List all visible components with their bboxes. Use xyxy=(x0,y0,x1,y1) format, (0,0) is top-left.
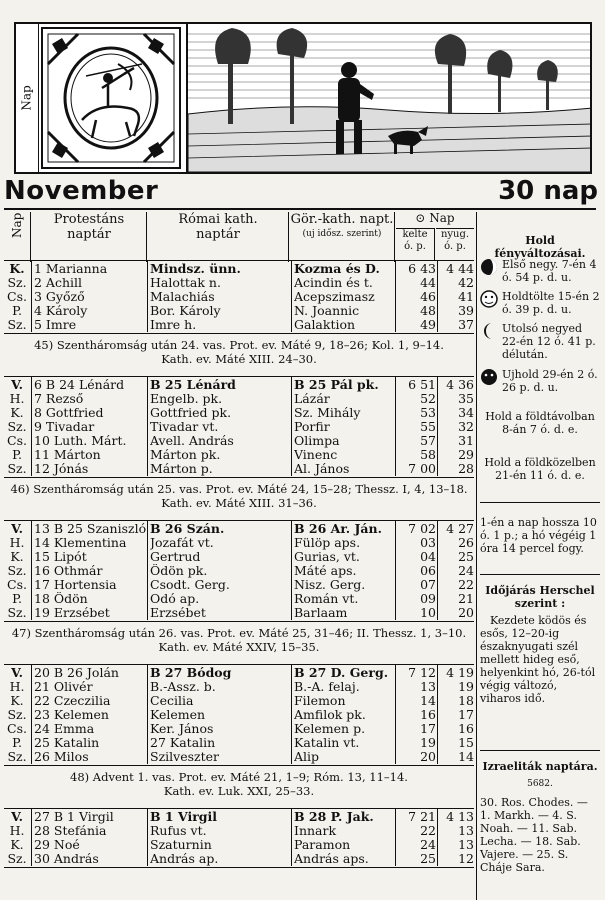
cell-gor: Paramon xyxy=(294,838,351,852)
cell-set: 25 xyxy=(458,550,474,564)
col-nap: Nap xyxy=(4,212,31,262)
cell-day: K. xyxy=(10,550,24,564)
cell-day: V. xyxy=(11,810,23,824)
cell-prot: 19 Erzsébet xyxy=(34,606,110,620)
cell-gor: Acepszimasz xyxy=(294,290,375,304)
column-line xyxy=(395,808,396,866)
cell-set: 42 xyxy=(458,276,474,290)
day-row xyxy=(4,290,474,304)
cell-rom: Avell. András xyxy=(150,434,234,448)
cell-day: H. xyxy=(9,392,25,406)
cell-rom: Márton pk. xyxy=(150,448,221,462)
sun-icon: ⊙ xyxy=(415,211,426,225)
cell-prot: 17 Hortensia xyxy=(34,578,117,592)
column-line xyxy=(147,260,148,332)
column-line xyxy=(291,808,292,866)
cell-prot: 7 Rezső xyxy=(34,392,84,406)
cell-day: K. xyxy=(9,262,25,276)
cell-gor: Kelemen p. xyxy=(294,722,366,736)
cell-rom: B 1 Virgil xyxy=(150,810,218,824)
cell-prot: 20 B 26 Jolán xyxy=(34,666,119,680)
cell-set: 4 36 xyxy=(446,378,474,392)
cell-rom: B.-Assz. b. xyxy=(150,680,216,694)
cell-rom: Rufus vt. xyxy=(150,824,207,838)
cell-set: 41 xyxy=(458,290,474,304)
day-row xyxy=(4,666,474,680)
cell-rise: 24 xyxy=(420,838,436,852)
cell-day: Sz. xyxy=(7,852,27,866)
cell-rise: 25 xyxy=(420,852,436,866)
side-separator xyxy=(476,212,477,900)
column-line xyxy=(395,260,396,332)
cell-rise: 06 xyxy=(420,564,436,578)
cell-prot: 2 Achill xyxy=(34,276,82,290)
day-row xyxy=(4,420,474,434)
col-greek: Gör.-kath. napt. (uj idősz. szerint) xyxy=(290,212,395,262)
cell-rom: Bor. Károly xyxy=(150,304,221,318)
cell-gor: B 27 D. Gerg. xyxy=(294,666,389,680)
cell-set: 21 xyxy=(458,592,474,606)
cell-set: 32 xyxy=(458,420,474,434)
cell-set: 4 44 xyxy=(446,262,474,276)
cell-gor: Innark xyxy=(294,824,337,838)
cell-rom: Szilveszter xyxy=(150,750,220,764)
column-line xyxy=(291,376,292,476)
cell-set: 15 xyxy=(458,736,474,750)
cell-set: 26 xyxy=(458,536,474,550)
cell-day: Sz. xyxy=(7,276,27,290)
day-row xyxy=(4,550,474,564)
cell-rise: 19 xyxy=(420,736,436,750)
cell-rom: B 27 Bódog xyxy=(150,666,232,680)
cell-rise: 17 xyxy=(420,722,436,736)
column-line xyxy=(395,520,396,620)
cell-rom: András ap. xyxy=(150,852,219,866)
cell-gor: Román vt. xyxy=(294,592,359,606)
cell-prot: 30 András xyxy=(34,852,99,866)
cell-gor: Vinenc xyxy=(294,448,338,462)
cell-day: H. xyxy=(9,824,25,838)
cell-rise: 7 21 xyxy=(408,810,436,824)
cell-day: P. xyxy=(12,448,22,462)
last-quarter-icon xyxy=(480,322,498,340)
cell-set: 18 xyxy=(458,694,474,708)
day-row xyxy=(4,750,474,764)
phase-new-moon: Ujhold 29-én 2 ó. 26 p. d. u. xyxy=(480,368,600,396)
cell-gor: B 25 Pál pk. xyxy=(294,378,379,392)
cell-set: 22 xyxy=(458,578,474,592)
cell-gor: N. Joannic xyxy=(294,304,360,318)
month-title: November xyxy=(4,176,159,206)
cell-rom: Odó ap. xyxy=(150,592,200,606)
cell-gor: Galaktion xyxy=(294,318,356,332)
cell-gor: Lázár xyxy=(294,392,330,406)
cell-prot: 22 Czeczilia xyxy=(34,694,111,708)
column-line xyxy=(291,520,292,620)
jewish-calendar-text: 30. Ros. Chodes. — 1. Markh. — 4. S. Noah. — 11. Sab. Lecha. — 18. Sab. Vajere. — 25. S. Cháje Sara. xyxy=(480,796,588,874)
cell-prot: 9 Tivadar xyxy=(34,420,95,434)
cell-rise: 03 xyxy=(420,536,436,550)
week-note xyxy=(4,626,474,654)
cell-day: V. xyxy=(11,666,23,680)
column-line xyxy=(147,664,148,764)
cell-gor: Al. János xyxy=(294,462,350,476)
cell-prot: 27 B 1 Virgil xyxy=(34,810,114,824)
cell-set: 28 xyxy=(458,462,474,476)
cell-day: Sz. xyxy=(7,750,27,764)
cell-gor: Alip xyxy=(294,750,320,764)
cell-rise: 14 xyxy=(420,694,436,708)
cell-rom: Gertrud xyxy=(150,550,201,564)
cell-rise: 16 xyxy=(420,708,436,722)
cell-day: V. xyxy=(11,522,23,536)
phase-first-quarter: Első negy. 7-én 4 ó. 54 p. d. u. xyxy=(480,258,600,286)
column-line xyxy=(31,808,32,866)
cell-rom: Engelb. pk. xyxy=(150,392,223,406)
day-row xyxy=(4,536,474,550)
cell-day: Cs. xyxy=(7,434,27,448)
cell-rom: Csodt. Gerg. xyxy=(150,578,230,592)
header-illustration xyxy=(14,22,592,174)
cell-prot: 16 Othmár xyxy=(34,564,103,578)
cell-day: Cs. xyxy=(7,290,27,304)
day-row xyxy=(4,304,474,318)
cell-rom: B 25 Lénárd xyxy=(150,378,236,392)
cell-rom: Ker. János xyxy=(150,722,214,736)
cell-rom: Halottak n. xyxy=(150,276,221,290)
cell-day: Cs. xyxy=(7,722,27,736)
phase-last-quarter: Utolsó negyed 22-én 12 ó. 41 p. délután. xyxy=(480,322,600,364)
cell-rom: Szaturnin xyxy=(150,838,212,852)
cell-day: Sz. xyxy=(7,564,27,578)
cell-day: H. xyxy=(9,680,25,694)
cell-prot: 4 Károly xyxy=(34,304,88,318)
week-note xyxy=(4,770,474,798)
cell-prot: 14 Klementina xyxy=(34,536,127,550)
cell-rise: 6 51 xyxy=(408,378,436,392)
cell-day: Sz. xyxy=(7,420,27,434)
cell-set: 14 xyxy=(458,750,474,764)
apogee-note: Hold a földtávolban 8-án 7 ó. d. e. xyxy=(485,410,595,436)
cell-rom: Gottfried pk. xyxy=(150,406,232,420)
cell-set: 19 xyxy=(458,680,474,694)
day-row xyxy=(4,852,474,866)
column-line xyxy=(395,664,396,764)
week-rule xyxy=(4,867,474,868)
cell-rise: 58 xyxy=(420,448,436,462)
cell-day: Sz. xyxy=(7,462,27,476)
nap-vertical-label: Nap xyxy=(16,24,39,172)
cell-rise: 13 xyxy=(420,680,436,694)
cell-gor: Amfilok pk. xyxy=(294,708,366,722)
cell-rom: Jozafát vt. xyxy=(150,536,214,550)
column-line xyxy=(437,808,438,866)
cell-gor: Filemon xyxy=(294,694,346,708)
jewish-year: 5682. xyxy=(527,779,553,789)
cell-day: K. xyxy=(10,406,24,420)
cell-rise: 7 00 xyxy=(408,462,436,476)
week-rule xyxy=(4,376,474,377)
column-line xyxy=(147,520,148,620)
cell-rise: 44 xyxy=(420,276,436,290)
zodiac-medallion xyxy=(38,24,188,172)
weather-text: Kezdete ködös és esős, 12–20-ig északnyugati szél mellett hideg eső, helyenkint hó, 26-tól végig változó, viharos idő. xyxy=(480,614,596,705)
cell-gor: Barlaam xyxy=(294,606,348,620)
week-note-line: Kath. ev. Luk. XXI, 25–33. xyxy=(163,784,315,798)
cell-rise: 07 xyxy=(420,578,436,592)
cell-rise: 22 xyxy=(420,824,436,838)
column-line xyxy=(291,664,292,764)
cell-gor: András aps. xyxy=(294,852,369,866)
week-note-line: 47) Szentháromság után 26. vas. Prot. ev. Máté 25, 31–46; II. Thessz. 1, 3–10. xyxy=(11,626,467,640)
cell-rise: 55 xyxy=(420,420,436,434)
cell-rise: 53 xyxy=(420,406,436,420)
week-note-line: 48) Advent 1. vas. Prot. ev. Máté 21, 1–9; Róm. 13, 11–14. xyxy=(70,770,408,784)
cell-day: Sz. xyxy=(7,708,27,722)
day-row xyxy=(4,448,474,462)
cell-rom: Márton p. xyxy=(150,462,213,476)
cell-rom: Erzsébet xyxy=(150,606,206,620)
cell-set: 35 xyxy=(458,392,474,406)
cell-rise: 04 xyxy=(420,550,436,564)
cell-set: 31 xyxy=(458,434,474,448)
cell-day: P. xyxy=(12,736,22,750)
cell-prot: 18 Ödön xyxy=(34,592,88,606)
cell-rom: Imre h. xyxy=(150,318,197,332)
cell-prot: 13 B 25 Szaniszló xyxy=(34,522,146,536)
cell-rise: 20 xyxy=(420,750,436,764)
cell-gor: Fülöp aps. xyxy=(294,536,361,550)
col-roman: Római kath. naptár xyxy=(148,212,289,262)
day-row xyxy=(4,276,474,290)
cell-rise: 10 xyxy=(420,606,436,620)
column-line xyxy=(31,520,32,620)
jewish-calendar-title: Izraeliták naptára. xyxy=(482,760,598,773)
cell-day: Sz. xyxy=(7,606,27,620)
cell-prot: 21 Olivér xyxy=(34,680,93,694)
cell-rom: Cecilia xyxy=(150,694,194,708)
column-line xyxy=(437,376,438,476)
cell-rise: 57 xyxy=(420,434,436,448)
cell-day: P. xyxy=(12,592,22,606)
cell-rom: 27 Katalin xyxy=(150,736,216,750)
column-line xyxy=(395,376,396,476)
day-row xyxy=(4,708,474,722)
day-row xyxy=(4,694,474,708)
column-line xyxy=(31,260,32,332)
cell-rise: 52 xyxy=(420,392,436,406)
day-row xyxy=(4,680,474,694)
week-rule xyxy=(4,664,474,665)
autumn-scene xyxy=(188,24,590,172)
title-row xyxy=(4,176,600,206)
cell-day: P. xyxy=(12,304,22,318)
day-count: 30 nap xyxy=(498,176,598,206)
cell-prot: 15 Lipót xyxy=(34,550,87,564)
cell-rom: Malachiás xyxy=(150,290,215,304)
cell-prot: 25 Katalin xyxy=(34,736,100,750)
cell-gor: Acindin és t. xyxy=(294,276,373,290)
cell-rise: 09 xyxy=(420,592,436,606)
cell-prot: 1 Marianna xyxy=(34,262,108,276)
cell-day: H. xyxy=(9,536,25,550)
week-note-line: 46) Szentháromság után 25. vas. Prot. ev. Máté 24, 15–28; Thessz. I, 4, 13–18. xyxy=(10,482,468,496)
cell-day: K. xyxy=(10,694,24,708)
day-row xyxy=(4,592,474,606)
day-row xyxy=(4,522,474,536)
cell-prot: 11 Márton xyxy=(34,448,101,462)
week-rule xyxy=(4,621,474,622)
cell-rom: Ödön pk. xyxy=(150,564,208,578)
cell-gor: Olimpa xyxy=(294,434,340,448)
day-row xyxy=(4,810,474,824)
week-note xyxy=(4,482,474,510)
cell-rise: 7 02 xyxy=(408,522,436,536)
cell-set: 34 xyxy=(458,406,474,420)
cell-set: 16 xyxy=(458,722,474,736)
cell-rom: Tivadar vt. xyxy=(150,420,219,434)
week-note-line: Kath. ev. Máté XIII. 31–36. xyxy=(161,496,317,510)
cell-day: K. xyxy=(10,838,24,852)
cell-set: 39 xyxy=(458,304,474,318)
day-row xyxy=(4,462,474,476)
column-line xyxy=(437,260,438,332)
column-line xyxy=(147,376,148,476)
week-note-line: 45) Szentháromság után 24. vas. Prot. ev. Máté 9, 18–26; Kol. 1, 9–14. xyxy=(34,338,444,352)
day-row xyxy=(4,406,474,420)
cell-rise: 46 xyxy=(420,290,436,304)
moon-phases xyxy=(480,258,600,394)
cell-day: V. xyxy=(11,378,23,392)
cell-prot: 28 Stefánia xyxy=(34,824,107,838)
cell-set: 29 xyxy=(458,448,474,462)
phase-full-moon: Holdtölte 15-én 2 ó. 39 p. d. u. xyxy=(480,290,600,318)
cell-prot: 23 Kelemen xyxy=(34,708,109,722)
cell-gor: B 26 Ar. Ján. xyxy=(294,522,382,536)
cell-prot: 12 Jónás xyxy=(34,462,89,476)
cell-gor: B 28 P. Jak. xyxy=(294,810,374,824)
day-row xyxy=(4,318,474,332)
cell-gor: Máté aps. xyxy=(294,564,357,578)
week-rule xyxy=(4,520,474,521)
day-row xyxy=(4,606,474,620)
col-protestant: Protestáns naptár xyxy=(32,212,147,262)
cell-gor: Kozma és D. xyxy=(294,262,380,276)
day-row xyxy=(4,578,474,592)
cell-set: 4 27 xyxy=(446,522,474,536)
cell-prot: 24 Emma xyxy=(34,722,95,736)
cell-prot: 29 Noé xyxy=(34,838,80,852)
weather-title: Időjárás Herschel szerint : xyxy=(485,584,595,610)
cell-gor: Sz. Mihály xyxy=(294,406,361,420)
cell-set: 12 xyxy=(458,852,474,866)
column-line xyxy=(31,664,32,764)
cell-set: 37 xyxy=(458,318,474,332)
cell-day: Cs. xyxy=(7,578,27,592)
cell-prot: 6 B 24 Lénárd xyxy=(34,378,125,392)
cell-prot: 8 Gottfried xyxy=(34,406,104,420)
cell-gor: Porfir xyxy=(294,420,330,434)
week-rule xyxy=(4,765,474,766)
cell-rise: 49 xyxy=(420,318,436,332)
day-row xyxy=(4,378,474,392)
day-row xyxy=(4,434,474,448)
week-note xyxy=(4,338,474,366)
new-moon-icon xyxy=(480,258,498,276)
week-rule xyxy=(4,477,474,478)
day-row xyxy=(4,722,474,736)
cell-prot: 5 Imre xyxy=(34,318,77,332)
cell-rise: 7 12 xyxy=(408,666,436,680)
day-row xyxy=(4,838,474,852)
cell-prot: 10 Luth. Márt. xyxy=(34,434,127,448)
column-line xyxy=(31,376,32,476)
cell-set: 20 xyxy=(458,606,474,620)
day-row xyxy=(4,392,474,406)
cell-gor: Katalin vt. xyxy=(294,736,360,750)
cell-rom: Mindsz. ünn. xyxy=(150,262,241,276)
column-line xyxy=(147,808,148,866)
new-moon-face-icon xyxy=(480,368,498,386)
cell-rom: B 26 Szán. xyxy=(150,522,225,536)
cell-prot: 26 Milos xyxy=(34,750,89,764)
cell-set: 4 13 xyxy=(446,810,474,824)
cell-gor: Nisz. Gerg. xyxy=(294,578,366,592)
week-rule xyxy=(4,333,474,334)
title-rule xyxy=(4,208,596,210)
column-line xyxy=(291,260,292,332)
cell-set: 13 xyxy=(458,838,474,852)
cell-rise: 6 43 xyxy=(408,262,436,276)
day-row xyxy=(4,262,474,276)
cell-prot: 3 Győző xyxy=(34,290,85,304)
col-sun: ⊙ Nap kelte ó. p. nyug. ó. p. xyxy=(396,212,474,262)
week-rule xyxy=(4,808,474,809)
full-moon-icon xyxy=(480,290,498,308)
cell-set: 4 19 xyxy=(446,666,474,680)
day-row xyxy=(4,824,474,838)
cell-day: Sz. xyxy=(7,318,27,332)
day-row xyxy=(4,564,474,578)
cell-rise: 48 xyxy=(420,304,436,318)
week-note-line: Kath. ev. Máté XXIV, 15–35. xyxy=(158,640,320,654)
cell-set: 13 xyxy=(458,824,474,838)
daylength-note: 1-én a nap hossza 10 ó. 1 p.; a hó végéig 1 óra 14 percel fogy. xyxy=(480,516,597,555)
perigee-note: Hold a földközelben 21-én 11 ó. d. e. xyxy=(484,456,596,482)
cell-gor: B.-A. felaj. xyxy=(294,680,360,694)
cell-set: 17 xyxy=(458,708,474,722)
cell-rom: Kelemen xyxy=(150,708,206,722)
week-rule xyxy=(4,260,474,261)
moon-phases-title: Hold fényváltozásai. xyxy=(494,234,586,260)
column-line xyxy=(437,664,438,764)
day-row xyxy=(4,736,474,750)
column-line xyxy=(437,520,438,620)
cell-gor: Gurias, vt. xyxy=(294,550,360,564)
cell-set: 24 xyxy=(458,564,474,578)
week-note-line: Kath. ev. Máté XIII. 24–30. xyxy=(161,352,317,366)
